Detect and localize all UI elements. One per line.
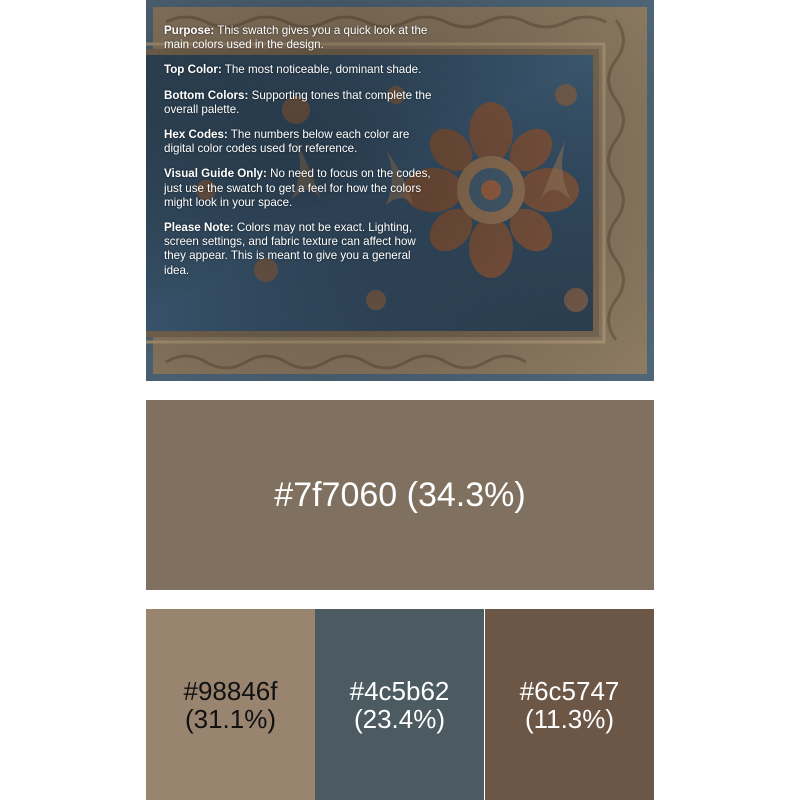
- note-top-color: Top Color: The most noticeable, dominant shade.: [164, 63, 422, 77]
- swatch-percent: (11.3%): [524, 703, 615, 734]
- note-visual-guide: Visual Guide Only: No need to focus on the codes, just use the swatch to get a feel for how the colors might look in your space.: [164, 167, 431, 209]
- note-please-note: Please Note: Colors may not be exact. Lighting, screen settings, and fabric texture can affect how they appear. This is meant to give you a general idea.: [164, 221, 416, 277]
- swatch-hex: #98846f: [183, 675, 278, 706]
- note-bottom-colors: Bottom Colors: Supporting tones that complete the overall palette.: [164, 88, 432, 116]
- rug-photo: [146, 0, 654, 381]
- supporting-color-swatch-3: [485, 609, 654, 800]
- swatch-notes: [164, 24, 432, 289]
- swatch-hex: #4c5b62: [349, 675, 450, 706]
- swatch-hex: #6c5747: [519, 675, 620, 706]
- swatch-percent: (31.1%): [184, 703, 277, 734]
- swatch-percent: (23.4%): [353, 703, 446, 734]
- dominant-color-swatch: [146, 400, 654, 590]
- note-hex-codes: Hex Codes: The numbers below each color are digital color codes used for reference.: [164, 128, 410, 156]
- note-purpose: Purpose: This swatch gives you a quick look at the main colors used in the design.: [164, 24, 428, 52]
- supporting-color-swatch-1: [146, 609, 315, 800]
- dominant-color-label: #7f7060 (34.3%): [274, 475, 526, 514]
- supporting-color-swatch-2: [315, 609, 484, 800]
